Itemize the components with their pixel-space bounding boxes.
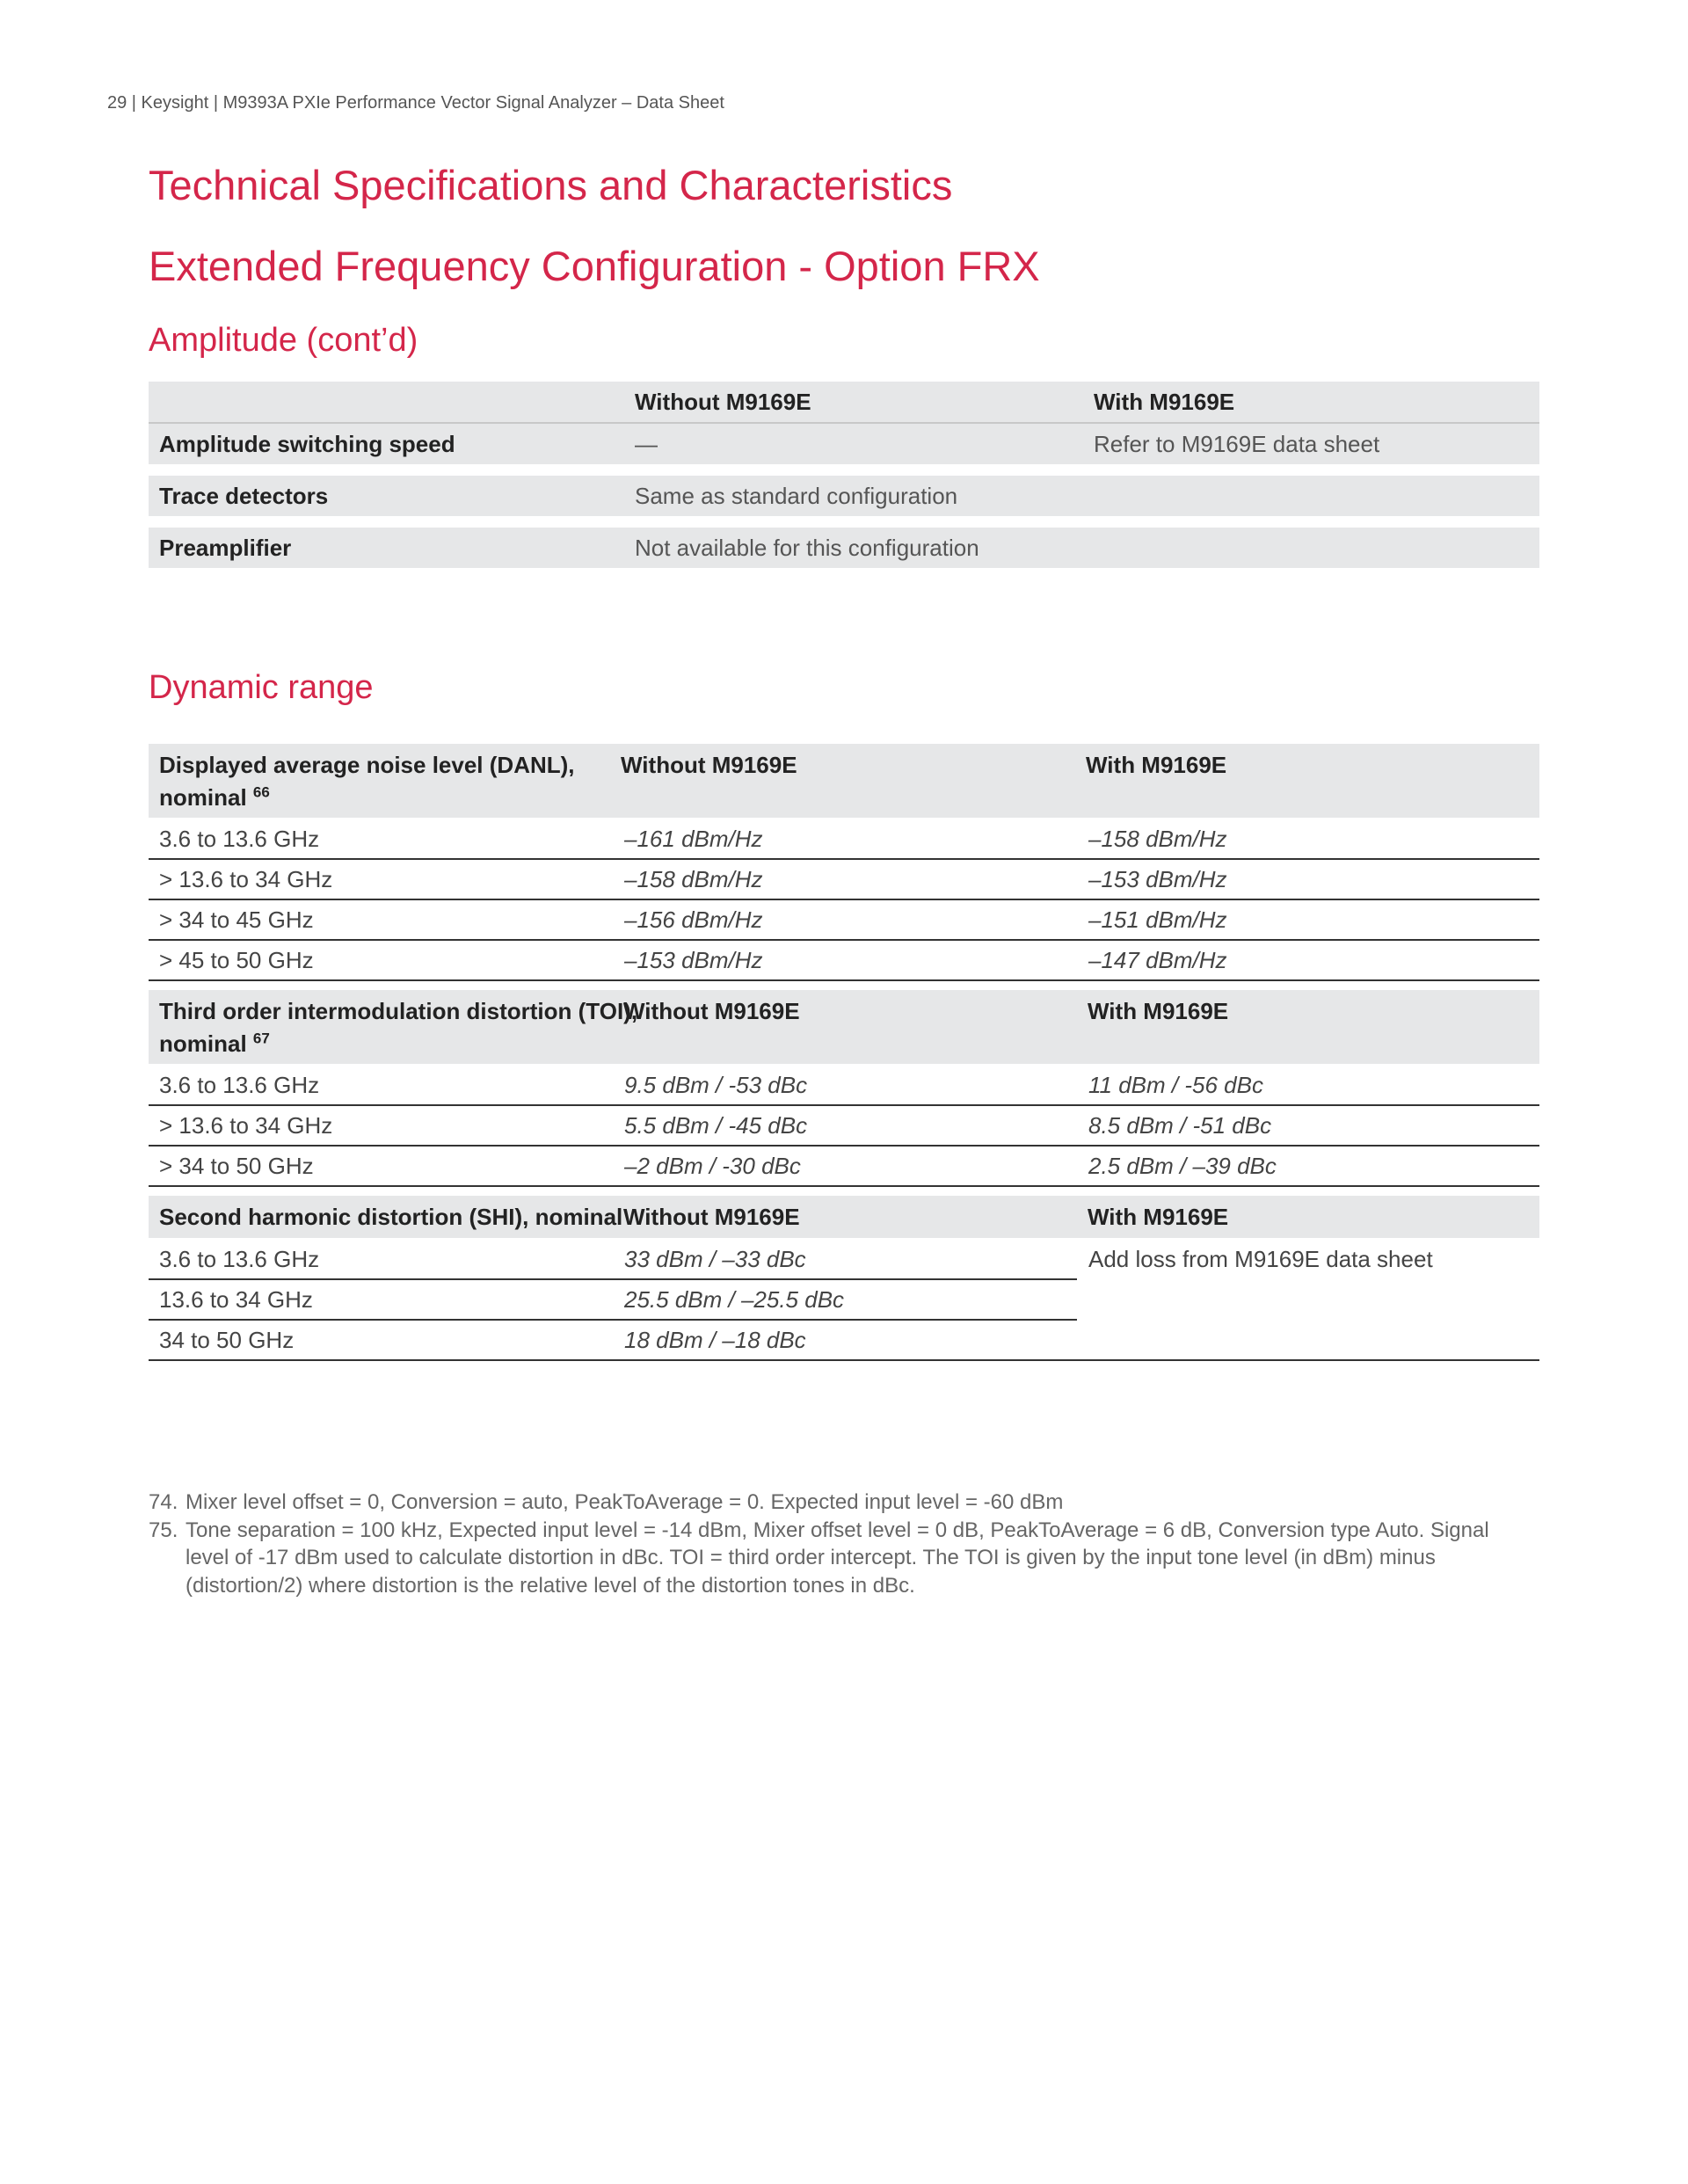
footnote-text: Tone separation = 100 kHz, Expected input level = -14 dBm, Mixer offset level = 0 dB, PeakToAverage = 6 dB, Conversion type Auto. Signal level of -17 dBm used to calculate distortion in dBc. TOI = third order intercept. The TOI is given by the input tone level (in dBm) minus (distortion/2) where distortion is the relative level of the distortion tones in dBc. xyxy=(186,1518,1489,1598)
cell: 2.5 dBm / –39 dBc xyxy=(1088,1153,1277,1179)
freq-cell: > 13.6 to 34 GHz xyxy=(159,1112,333,1139)
page-title: Technical Specifications and Characteristics xyxy=(149,162,953,208)
cell: –147 dBm/Hz xyxy=(1088,947,1227,973)
table-header xyxy=(149,382,1539,424)
footnote-ref: 67 xyxy=(252,1030,270,1047)
cell: Not available for this configuration xyxy=(635,535,979,561)
freq-cell: 3.6 to 13.6 GHz xyxy=(159,1072,320,1098)
table-row xyxy=(149,860,1539,900)
cell: –161 dBm/Hz xyxy=(624,826,763,852)
column-header: With M9169E xyxy=(1094,389,1235,415)
table-row xyxy=(149,476,1539,516)
freq-cell: > 45 to 50 GHz xyxy=(159,947,314,973)
footnote-number: 74. xyxy=(149,1490,178,1514)
table-row xyxy=(149,1321,1539,1361)
footnote-ref: 66 xyxy=(252,783,270,801)
footnote-text: Mixer level offset = 0, Conversion = auto, PeakToAverage = 0. Expected input level = -60 dBm xyxy=(186,1490,1064,1514)
freq-cell: 3.6 to 13.6 GHz xyxy=(159,826,320,852)
footnote xyxy=(149,1517,1538,1600)
cell: –153 dBm/Hz xyxy=(624,947,763,973)
toi-label: Third order intermodulation distortion (TOI), nominal $^{67}$ xyxy=(159,998,638,1057)
toi-header xyxy=(149,990,1539,1064)
row-label: Trace detectors xyxy=(159,483,329,509)
column-header: With M9169E xyxy=(1088,998,1229,1024)
footnote-number: 75. xyxy=(149,1518,178,1542)
freq-cell: > 34 to 50 GHz xyxy=(159,1153,314,1179)
freq-cell: 34 to 50 GHz xyxy=(159,1327,295,1353)
footnote xyxy=(149,1489,1538,1517)
cell: — xyxy=(635,431,658,457)
table-row xyxy=(149,1280,1077,1321)
cell: 25.5 dBm / –25.5 dBc xyxy=(624,1286,845,1313)
table-row xyxy=(149,941,1539,981)
danl-label: Displayed average noise level (DANL), nominal $^{66}$ xyxy=(159,752,575,811)
shi-header xyxy=(149,1196,1539,1238)
cell: Same as standard configuration xyxy=(635,483,958,509)
column-header: Without M9169E xyxy=(623,1204,800,1230)
cell: 11 dBm / -56 dBc xyxy=(1088,1072,1263,1098)
cell: Refer to M9169E data sheet xyxy=(1094,431,1380,457)
column-header: Without M9169E xyxy=(635,389,811,415)
table-row xyxy=(149,1106,1539,1147)
page-header: 29 | Keysight | M9393A PXIe Performance Vector Signal Analyzer – Data Sheet xyxy=(107,93,724,113)
cell: –151 dBm/Hz xyxy=(1088,906,1227,933)
column-header: With M9169E xyxy=(1086,752,1227,778)
table-row xyxy=(149,1066,1539,1106)
column-header: With M9169E xyxy=(1088,1204,1229,1230)
shi-with-cell: Add loss from M9169E data sheet xyxy=(1088,1246,1433,1272)
table-row xyxy=(149,900,1539,941)
cell: 5.5 dBm / -45 dBc xyxy=(624,1112,808,1139)
cell: –156 dBm/Hz xyxy=(624,906,763,933)
cell: –153 dBm/Hz xyxy=(1088,866,1227,892)
freq-cell: 13.6 to 34 GHz xyxy=(159,1286,313,1313)
cell: 33 dBm / –33 dBc xyxy=(624,1246,806,1272)
footnotes xyxy=(149,1489,1538,1599)
dynamic-range-heading: Dynamic range xyxy=(149,669,374,706)
table-row xyxy=(149,1147,1539,1187)
table-row xyxy=(149,528,1539,568)
freq-cell: > 34 to 45 GHz xyxy=(159,906,314,933)
cell: 8.5 dBm / -51 dBc xyxy=(1088,1112,1272,1139)
freq-cell: > 13.6 to 34 GHz xyxy=(159,866,333,892)
page-subtitle: Extended Frequency Configuration - Option FRX xyxy=(149,243,1040,289)
freq-cell: 3.6 to 13.6 GHz xyxy=(159,1246,320,1272)
cell: 9.5 dBm / -53 dBc xyxy=(624,1072,808,1098)
cell: –2 dBm / -30 dBc xyxy=(624,1153,801,1179)
column-header: Without M9169E xyxy=(621,752,797,778)
cell: –158 dBm/Hz xyxy=(624,866,763,892)
cell: –158 dBm/Hz xyxy=(1088,826,1227,852)
danl-header xyxy=(149,744,1539,818)
table-row xyxy=(149,424,1539,464)
cell: 18 dBm / –18 dBc xyxy=(624,1327,806,1353)
column-header: Without M9169E xyxy=(623,998,800,1024)
table-row xyxy=(149,1240,1077,1280)
shi-label: Second harmonic distortion (SHI), nominal xyxy=(159,1204,623,1230)
row-label: Amplitude switching speed xyxy=(159,431,455,457)
table-row xyxy=(149,819,1539,860)
amplitude-heading: Amplitude (cont’d) xyxy=(149,322,418,359)
row-label: Preamplifier xyxy=(159,535,292,561)
